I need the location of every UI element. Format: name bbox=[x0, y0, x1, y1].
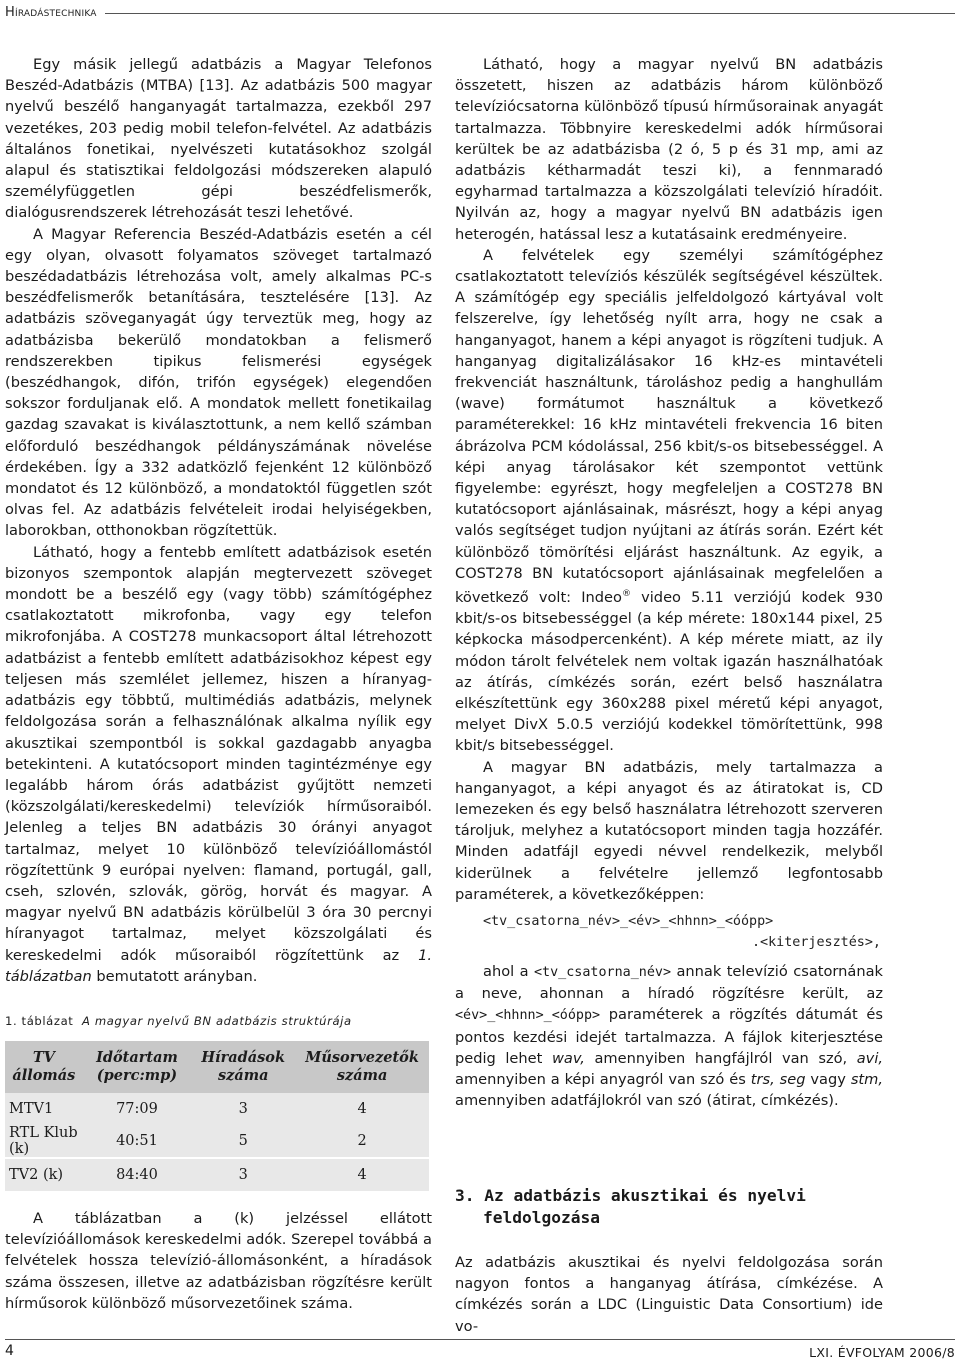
section-heading: 3. Az adatbázis akusztikai és nyelvi feldolgozása bbox=[455, 1186, 806, 1227]
table-cell: MTV1 bbox=[9, 1101, 54, 1117]
paragraph: Az adatbázis akusztikai és nyelvi feldolgozása során nagyon fontos a hanganyag átírása, címkézése. A címkézés során a LDC (Linguistic Data Consortium) ide vo- bbox=[455, 1254, 883, 1335]
table-cell: 2 bbox=[357, 1133, 367, 1149]
paragraph: Egy másik jellegű adatbázis a Magyar Telefonos Beszéd-Adatbázis (MTBA) [13]. Az adatbázis 500 magyar nyelvű beszélő hanganyagát tartalmazza, ezekből 297 vezetékes, 203 pedig mobil telefon-felvétel. Az adatbázis általános fonetikai, nyelvészeti kutatásokhoz szolgál alapul és statisztikai feldolgozási módszereken alapuló személyfüggetlen gépi beszédfelismerők, dialógusrendszerek létrehozását teszi lehetővé. bbox=[5, 56, 432, 222]
table-cell: RTL Klub (k) bbox=[9, 1125, 78, 1157]
data-table bbox=[5, 1041, 429, 1191]
footer-rule bbox=[5, 1339, 955, 1340]
table-header-cell: Híradások száma bbox=[191, 1041, 295, 1093]
volume-info: LXI. ÉVFOLYAM 2006/8 bbox=[809, 1345, 955, 1360]
table-caption bbox=[5, 1014, 432, 1028]
paragraph-text: amennyiben hangfájlról van szó, bbox=[594, 1049, 848, 1067]
paragraph-text: ahol a bbox=[483, 962, 529, 980]
table-cell: 3 bbox=[191, 1158, 295, 1191]
paragraph-text: A felvételek egy személyi számítógéphez csatlakoztatott televíziós készülék segítségével készültek. A számítógép egy speciális jelfeldolgozó kártyával volt felszerelve, így lehetőség nyílt arra, hogy ne csak a hanganyagot, hanem a képi anyagot is rögzíteni tudjuk. A hanganyag digitalizálásakor 16 kHz-es mintavételi frekvenciát használtunk, tároláshoz pedig a hanghullám (wave) formátumot használtuk a következő paraméterekkel: 16 kHz mintavételi frekvencia 16 biten ábrázolva PCM kódolással, 256 kbit/s-os bitsebességgel. A képi anyag tárolásakor két szempontot vettünk figyelembe: egyrészt, hogy megfeleljen a COST278 BN kutatócsoport ajánlásainak, másrészt, hogy a képi anyag valós segítséget tudjon nyújtani az átírás során. Ezért két különböző tömörítési eljárást használtunk. Az egyik, a COST278 BN kutatócsoport ajánlásainak megfelelően a következő volt: Indeo bbox=[455, 246, 883, 606]
code-line: <tv_csatorna_név>_<év>_<hhnn>_<óópp> bbox=[483, 913, 774, 929]
paragraph-text: video 5.11 verziójú kodek 930 kbit/s-os bitsebességgel (a kép mérete: 180x144 pixel, 25 képkocka másodpercenként). A kép mérete miatt, az ily módon tárolt felvételek nem voltak igazán használhatóak az átírás, címkézés során, ezért belső használatra elkészítettünk egy 360x288 pixel méretű képi anyagot, melyet DivX 5.0.5 verziójú kodekkel tömörítettünk, 998 kbit/s bitsebességgel. bbox=[455, 588, 883, 755]
extension-avi: avi, bbox=[856, 1049, 884, 1067]
journal-title: Híradástechnika bbox=[5, 4, 97, 20]
paragraph-text: Látható, hogy a fentebb említett adatbázisok esetén bizonyos szempontok alapján megtervezett szöveget mondott be a beszélő egy (vagy több) számítógéphez csatlakoztatott mikrofonba, vagy egy telefon mikrofonjába. A COST278 munkacsoport által létrehozott adatbázist a fentebb említett adatbázisokhoz képest egy teljesen más szemlélet jellemez, hiszen a híranyag-adatbázis egy többtű, multimédiás adatbázis, melynek feldolgozása során a felhasználónak alkalma nyílik egy akusztikai szempontból is sokkal gazdagabb anyagba betekinteni. A kutatócsoport minden tagintézménye egy legalább három órás adatbázist gyűjtött nemzeti (közszolgálati/kereskedelmi) televíziók hírműsoraiból. Jelenleg a teljes BN adatbázis 30 órányi anyagot tartalmaz, melyet 10 különböző televízióállomástól rögzítettünk 9 európai nyelven: flamand, portugál, gall, cseh, szlovén, szlovák, görög, horvát és magyar. A magyar nyelvű BN adatbázis körülbelül 3 óra 30 percnyi híranyagot tartalmaz, melyet közszolgálati és kereskedelmi adók műsoraiból rögzítettünk az bbox=[5, 543, 432, 964]
inline-code: <tv_csatorna_név> bbox=[533, 964, 672, 980]
table-cell: 84:40 bbox=[83, 1158, 192, 1191]
paragraph-text: bemutatott arányban. bbox=[96, 967, 258, 985]
table-caption-number: 1. táblázat bbox=[5, 1014, 74, 1028]
paragraph: A magyar BN adatbázis, mely tartalmazza a hanganyagot, a képi anyagot és az átiratokat is, CD lemezeken és egy belső használatra létrehozott szerveren tároljuk, melyhez a kutatócsoport minden tagja hozzáfér. Minden adatfájl egyedi névvel rendelkezik, melyből kiderülnek a felvételre jellemző legfontosabb paraméterek, a következőképpen: bbox=[455, 758, 883, 903]
code-line: .<kiterjesztés>, bbox=[752, 934, 881, 950]
table-cell: 4 bbox=[357, 1101, 367, 1117]
table-cell: 3 bbox=[238, 1101, 248, 1117]
running-header bbox=[5, 0, 955, 24]
paragraph-text: vagy bbox=[810, 1071, 846, 1088]
page-number: 4 bbox=[5, 1343, 14, 1359]
filename-pattern bbox=[483, 911, 883, 953]
extension-stm: stm, bbox=[850, 1071, 883, 1088]
paragraph bbox=[5, 542, 432, 987]
paragraph bbox=[455, 961, 883, 1111]
table-header-cell: TV állomás bbox=[5, 1041, 83, 1093]
after-table-text bbox=[5, 1208, 432, 1314]
header-rule bbox=[105, 13, 955, 14]
paragraph-text: annak televízió csatornának a neve, ahonnan a híradó rögzítésre került, az bbox=[455, 962, 883, 1003]
paragraph-text: amennyiben a képi anyagról van szó és bbox=[455, 1071, 746, 1088]
table-header-row bbox=[5, 1041, 429, 1093]
paragraph-text: amennyiben adatfájlokról van szó (átirat, címkézés). bbox=[455, 1092, 839, 1110]
inline-code: <év>_<hhnn>_<óópp> bbox=[455, 1008, 601, 1024]
table-cell: TV2 (k) bbox=[5, 1158, 83, 1191]
table-cell: 77:09 bbox=[116, 1101, 158, 1117]
section-body bbox=[455, 1252, 883, 1337]
table-cell: 4 bbox=[295, 1158, 429, 1191]
paragraph: A Magyar Referencia Beszéd-Adatbázis esetén a cél egy olyan, olvasott folyamatos szöveget tartalmazó beszédadatbázis létrehozása volt, amely alkalmas PC-s beszédfelismerők betanítására, tesztelésére [13]. Az adatbázis szöveganyagát úgy terveztük meg, hogy az adatbázisba bekerülő mondatokban a felismerő rendszerekben tipikus felismerési egységek (beszédhangok, difón, trifón egységek) elegendően sokszor forduljanak elő. A mondatok mellett fonetikailag gazdag szavakat is kiválasztottunk, a nem kellő számban előforduló beszédhangok példányszámának növelése érdekében. Így a 332 adatközlő fejenként 12 különböző mondatot és 12 különböző, a mondatoktól független szót olvas fel. Az adatbázis felvételeit irodai helyiségekben, laborokban, otthonokban rögzítettük. bbox=[5, 225, 432, 540]
table-row bbox=[5, 1158, 429, 1191]
registered-mark: ® bbox=[621, 589, 631, 600]
table-row bbox=[5, 1093, 429, 1125]
paragraph bbox=[455, 245, 883, 757]
table-reference: 1. táblázatban bbox=[5, 946, 432, 985]
extension-wav: wav, bbox=[551, 1049, 585, 1067]
extension-trs-seg: trs, seg bbox=[750, 1071, 806, 1088]
paragraph: Látható, hogy a magyar nyelvű BN adatbázis összetett, hiszen az adatbázis három különböző televíziócsatorna különböző típusú hírműsorainak anyagát tartalmazza. Többnyire kereskedelmi adók hírműsorai kerültek be az adatbázisba (2 ó, 5 p és 31 mp, ami az adatbázis kétharmadát teszi ki), a fennmaradó egyharmad tartalmazza a közszolgálati televízió híradóit. Nyilván az, hogy a magyar nyelvű BN adatbázis igen heterogén, hatással lesz a kutatásaink eredményeire. bbox=[455, 56, 883, 243]
table-caption-text: A magyar nyelvű BN adatbázis struktúrája bbox=[82, 1014, 352, 1028]
right-column bbox=[455, 54, 883, 1111]
table-row bbox=[5, 1125, 429, 1158]
table-header-cell: Időtartam (perc:mp) bbox=[83, 1041, 192, 1093]
paragraph: A táblázatban a (k) jelzéssel ellátott televízióállomások kereskedelmi adók. Szerepel továbbá a felvételek hossza televízió-állomásonként, a híradások száma összesen, illetve az adatbázisban rögzítésre került hírműsorok különböző műsorvezetőinek száma. bbox=[5, 1210, 432, 1312]
table-cell: 40:51 bbox=[116, 1133, 158, 1149]
paragraph-text: paraméterek a rögzítés dátumát és pontos kezdési idejét tartalmazza. A fájlok kiterjesztése pedig lehet bbox=[455, 1006, 884, 1067]
left-column bbox=[5, 54, 432, 987]
table-header-cell: Műsorvezetők száma bbox=[295, 1041, 429, 1093]
table-cell: 5 bbox=[238, 1133, 248, 1149]
